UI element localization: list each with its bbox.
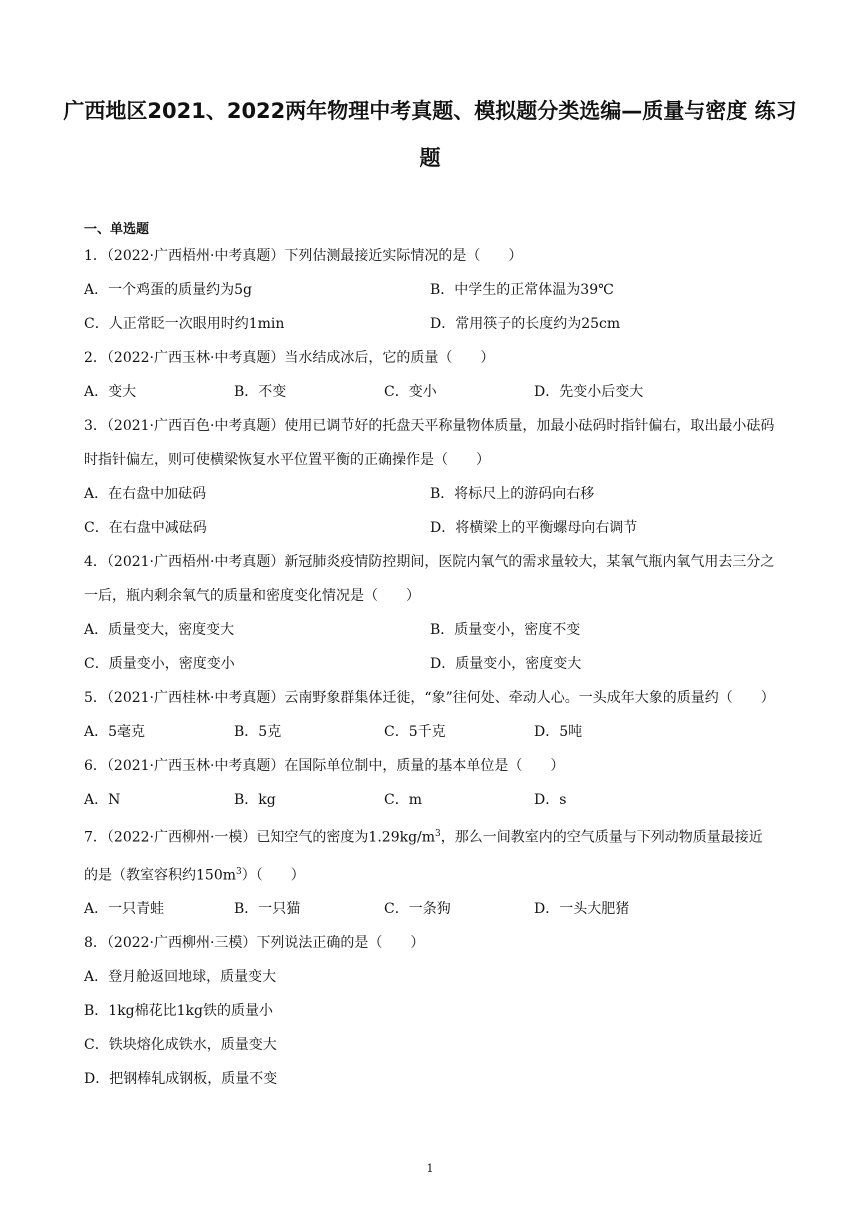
option-b: B．kg	[234, 792, 276, 808]
superscript: 3	[435, 829, 441, 839]
page-title: 广西地区2021、2022两年物理中考真题、模拟题分类选编—质量与密度 练习题	[63, 99, 797, 170]
option-b: B．将标尺上的游码向右移	[430, 486, 595, 502]
question-4	[84, 545, 776, 681]
option-a: A．5毫克	[84, 724, 146, 740]
question-6	[84, 749, 776, 817]
option-list	[84, 273, 776, 341]
option-list	[84, 613, 776, 681]
option-list	[84, 715, 776, 749]
question-list	[84, 239, 776, 1096]
option-c: C．一条狗	[384, 901, 451, 918]
question-stem: 4．（2021·广西梧州·中考真题）新冠肺炎疫情防控期间，医院内氧气的需求量较大，某氧气瓶内氧气用去三分之一后，瓶内剩余氧气的质量和密度变化情况是（ ）	[84, 554, 775, 604]
option-a: A．质量变大，密度变大	[84, 622, 235, 638]
option-d: D．5吨	[534, 724, 583, 740]
option-a: A．N	[84, 792, 121, 808]
option-a: A．变大	[84, 384, 137, 400]
question-8	[84, 926, 776, 1096]
option-a: A．在右盘中加砝码	[84, 486, 207, 502]
option-list	[84, 783, 776, 817]
question-stem: 1．（2022·广西梧州·中考真题）下列估测最接近实际情况的是（ ）	[84, 248, 523, 264]
option-b: B．质量变小，密度不变	[430, 622, 581, 638]
option-c: C．变小	[384, 384, 437, 400]
question-5	[84, 681, 776, 749]
option-d: D．质量变小，密度变大	[430, 656, 582, 672]
option-a: A．登月舱返回地球，质量变大	[84, 969, 277, 986]
option-c: C．人正常眨一次眼用时约1min	[84, 316, 285, 332]
option-c: C．5千克	[384, 724, 446, 740]
option-d: D．将横梁上的平衡螺母向右调节	[430, 520, 638, 536]
question-3	[84, 409, 776, 545]
option-c: C．质量变小，密度变小	[84, 656, 235, 672]
option-c: C．m	[384, 792, 422, 808]
stem-text: 7．（2022·广西柳州·一模）已知空气的密度为1.29kg/m	[84, 829, 436, 846]
question-stem: 3．（2021·广西百色·中考真题）使用已调节好的托盘天平称量物体质量，加最小砝码时指针偏右，取出最小砝码时指针偏左，则可使横梁恢复水平位置平衡的正确操作是（ ）	[84, 418, 775, 468]
option-b: B．1kg棉花比1kg铁的质量小	[84, 1003, 273, 1020]
question-stem	[84, 817, 776, 892]
option-a: A．一只青蛙	[84, 901, 165, 918]
option-d: D．先变小后变大	[534, 384, 644, 400]
option-c: C．铁块熔化成铁水，质量变大	[84, 1037, 277, 1054]
page-number: 1	[426, 1162, 434, 1175]
question-7	[84, 817, 776, 926]
option-b: B．中学生的正常体温为39℃	[430, 282, 614, 298]
option-c: C．在右盘中减砝码	[84, 520, 207, 536]
option-a: A．一个鸡蛋的质量约为5g	[84, 282, 252, 298]
question-stem: 6．（2021·广西玉林·中考真题）在国际单位制中，质量的基本单位是（ ）	[84, 758, 565, 774]
option-b: B．一只猫	[234, 901, 301, 918]
stem-text: ，那么一间教室内的空气质量与下列动物质量最接近的是（教室容积约150m	[84, 829, 763, 884]
option-d: D．把钢棒轧成钢板，质量不变	[84, 1071, 278, 1088]
option-b: B．不变	[234, 384, 287, 400]
question-stem: 2．（2022·广西玉林·中考真题）当水结成冰后，它的质量（ ）	[84, 350, 495, 366]
option-list	[84, 960, 776, 1096]
question-stem: 5．（2021·广西桂林·中考真题）云南野象群集体迁徙，“象”往何处、牵动人心。一头成年大象的质量约（ ）	[84, 690, 775, 706]
option-b: B．5克	[234, 724, 282, 740]
question-2	[84, 341, 776, 409]
superscript: 3	[236, 866, 242, 877]
question-1	[84, 239, 776, 341]
option-list	[84, 892, 776, 926]
option-d: D．一头大肥猪	[534, 901, 630, 918]
option-d: D．常用筷子的长度约为25cm	[430, 316, 621, 332]
option-d: D．s	[534, 792, 567, 808]
stem-text: ）（ ）	[241, 867, 305, 884]
question-stem: 8．（2022·广西柳州·三模）下列说法正确的是（ ）	[84, 935, 425, 952]
option-list	[84, 375, 776, 409]
option-list	[84, 477, 776, 545]
section-heading: 一、单选题	[84, 222, 150, 237]
